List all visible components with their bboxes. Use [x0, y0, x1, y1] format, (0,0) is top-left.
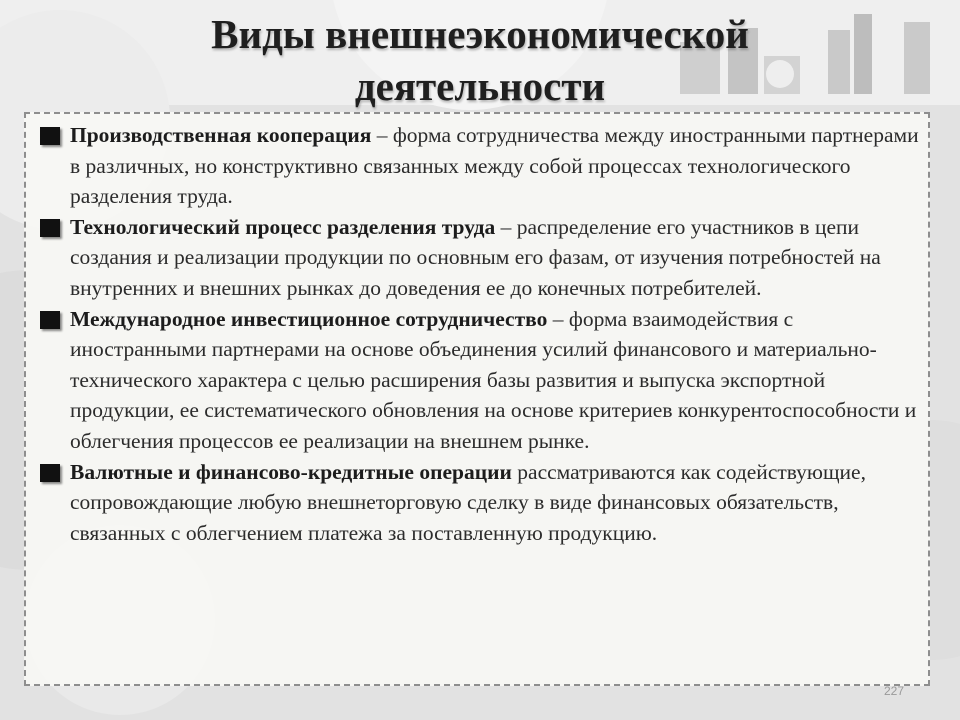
definition: – форма сотрудничества между иностранными партнерами в различных, но конструктивно связанных между собой процессах технологического разделения труда.: [70, 123, 919, 209]
slide-title: [0, 8, 960, 112]
definition: – форма взаимодействия с иностранными партнерами на основе объединения усилий финансового и материально-технического характера с целью расширения базы развития и выпуска экспортной продукции, ее систематического обновления на основе критериев конкурентоспособности и облегчения процессов ее реализации на внешнем рынке.: [70, 306, 917, 453]
square-bullet-icon: [40, 311, 60, 329]
page-number: 227: [883, 684, 904, 698]
title-line: деятельности: [354, 63, 606, 109]
definition: рассматриваются как содействующие, сопровождающие любую внешнеторговую сделку в виде финансовых обязательств, связанных с облегчением платежа за поставленную продукцию.: [70, 459, 866, 545]
list-item: [40, 212, 920, 304]
square-bullet-icon: [40, 219, 60, 237]
title-line: Виды внешнеэкономической: [211, 11, 749, 57]
list-item: [40, 457, 920, 549]
definition: – распределение его участников в цепи создания и реализации продукции по основным его фазам, от изучения потребностей на внутренних и внешних рынках до доведения ее до конечных потребителей.: [70, 214, 881, 300]
square-bullet-icon: [40, 464, 60, 482]
square-bullet-icon: [40, 127, 60, 145]
term: Международное инвестиционное сотрудничество: [70, 306, 548, 331]
term: Производственная кооперация: [70, 123, 372, 147]
list-item: [40, 120, 920, 212]
list-item: [40, 304, 920, 457]
definition-list: [40, 120, 920, 548]
term: Технологический процесс разделения труда: [70, 214, 496, 239]
term: Валютные и финансово-кредитные операции: [70, 459, 512, 484]
